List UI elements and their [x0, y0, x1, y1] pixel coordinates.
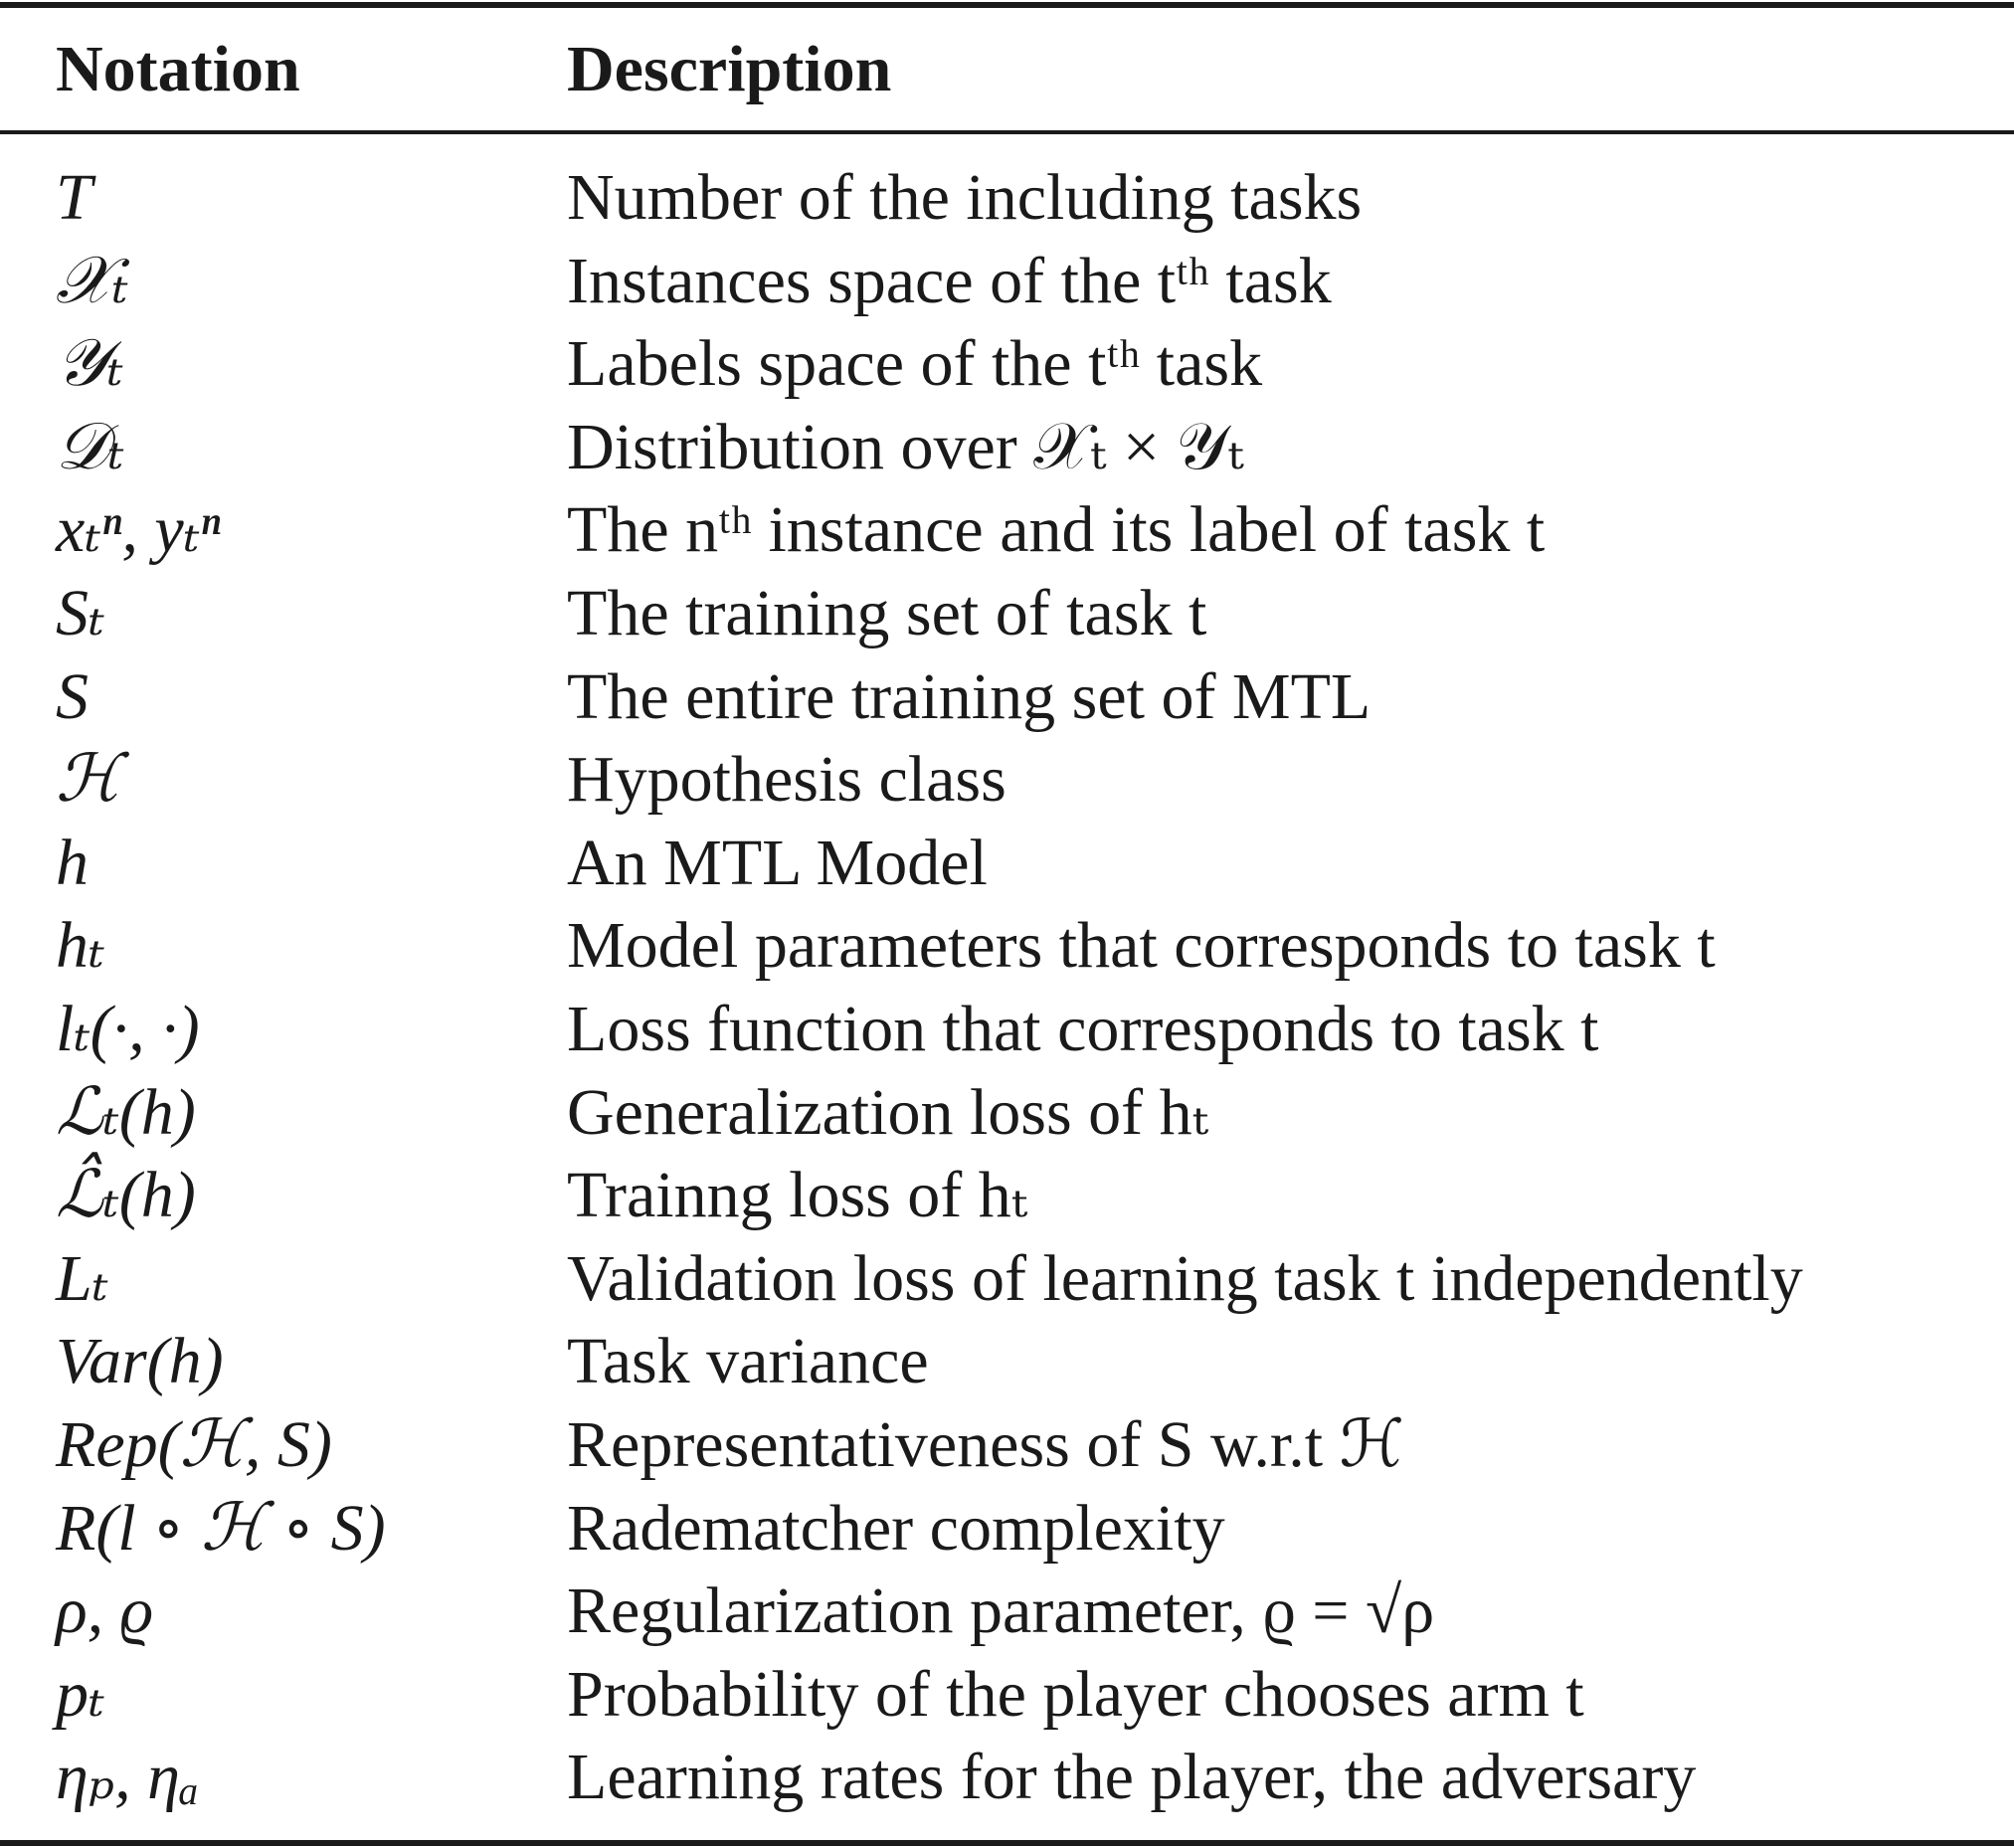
top-rule: [0, 2, 2014, 8]
table-row: [0, 408, 2014, 491]
table-body: [0, 158, 2014, 1821]
table-row: [0, 242, 2014, 325]
table-row: [0, 1738, 2014, 1821]
description-cell: Loss function that corresponds to task t: [567, 992, 1599, 1065]
description-cell: Model parameters that corresponds to task t: [567, 909, 1716, 983]
notation-cell: 𝒟ₜ: [56, 410, 124, 483]
description-cell: Probability of the player chooses arm t: [567, 1657, 1584, 1731]
notation-cell: R(l ∘ ℋ ∘ S): [56, 1491, 386, 1565]
table-row: [0, 1571, 2014, 1655]
description-cell: Labels space of the tᵗʰ task: [567, 327, 1263, 401]
table-row: [0, 574, 2014, 657]
description-cell: Trainng loss of hₜ: [567, 1159, 1028, 1232]
table-row: [0, 1239, 2014, 1323]
header-rule: [0, 130, 2014, 134]
table-row: [0, 1405, 2014, 1489]
description-cell: Learning rates for the player, the adversary: [567, 1741, 1697, 1814]
notation-cell: S: [56, 659, 89, 733]
notation-cell: ρ, ϱ: [56, 1574, 154, 1648]
header-description: Description: [567, 33, 892, 105]
table-row: [0, 740, 2014, 824]
description-cell: Regularization parameter, ϱ = √ρ: [567, 1574, 1435, 1648]
table-header: [0, 30, 2014, 109]
notation-cell: 𝒴ₜ: [56, 327, 124, 401]
description-cell: An MTL Model: [567, 826, 988, 899]
description-cell: Task variance: [567, 1325, 929, 1398]
notation-cell: Var(h): [56, 1325, 224, 1398]
notation-cell: xₜⁿ, yₜⁿ: [56, 493, 221, 567]
description-cell: Representativeness of S w.r.t ℋ: [567, 1407, 1404, 1481]
description-cell: Generalization loss of hₜ: [567, 1075, 1208, 1149]
notation-cell: ηₚ, ηₐ: [56, 1741, 200, 1814]
notation-cell: hₜ: [56, 909, 105, 983]
description-cell: Instances space of the tᵗʰ task: [567, 244, 1332, 317]
notation-cell: ℒ̂ₜ(h): [56, 1159, 196, 1232]
table-row: [0, 1156, 2014, 1239]
notation-cell: ℒₜ(h): [56, 1075, 196, 1149]
table-row: [0, 990, 2014, 1073]
description-cell: Hypothesis class: [567, 743, 1007, 817]
description-cell: Distribution over 𝒳ₜ × 𝒴ₜ: [567, 410, 1244, 483]
table-row: [0, 1322, 2014, 1405]
table-row: [0, 1073, 2014, 1157]
notation-cell: Sₜ: [56, 576, 105, 649]
description-cell: The entire training set of MTL: [567, 659, 1372, 733]
notation-cell: 𝒳ₜ: [56, 244, 129, 317]
description-cell: Validation loss of learning task t independently: [567, 1241, 1803, 1315]
table-row: [0, 824, 2014, 907]
notation-cell: T: [56, 161, 92, 234]
notation-cell: Lₜ: [56, 1241, 108, 1315]
notation-cell: pₜ: [56, 1657, 105, 1731]
notation-cell: h: [56, 826, 89, 899]
description-cell: The training set of task t: [567, 576, 1207, 649]
description-cell: Radematcher complexity: [567, 1491, 1225, 1565]
table-row: [0, 906, 2014, 990]
notation-cell: Rep(ℋ, S): [56, 1407, 332, 1481]
bottom-rule: [0, 1840, 2014, 1846]
table-row: [0, 1489, 2014, 1572]
table-row: [0, 657, 2014, 741]
notation-cell: lₜ(·, ·): [56, 992, 200, 1065]
table-row: [0, 324, 2014, 408]
description-cell: Number of the including tasks: [567, 161, 1363, 234]
notation-cell: ℋ: [56, 743, 121, 817]
description-cell: The nᵗʰ instance and its label of task t: [567, 493, 1546, 567]
header-notation: Notation: [56, 33, 300, 105]
table-row: [0, 158, 2014, 242]
table-row: [0, 490, 2014, 574]
table-row: [0, 1655, 2014, 1739]
